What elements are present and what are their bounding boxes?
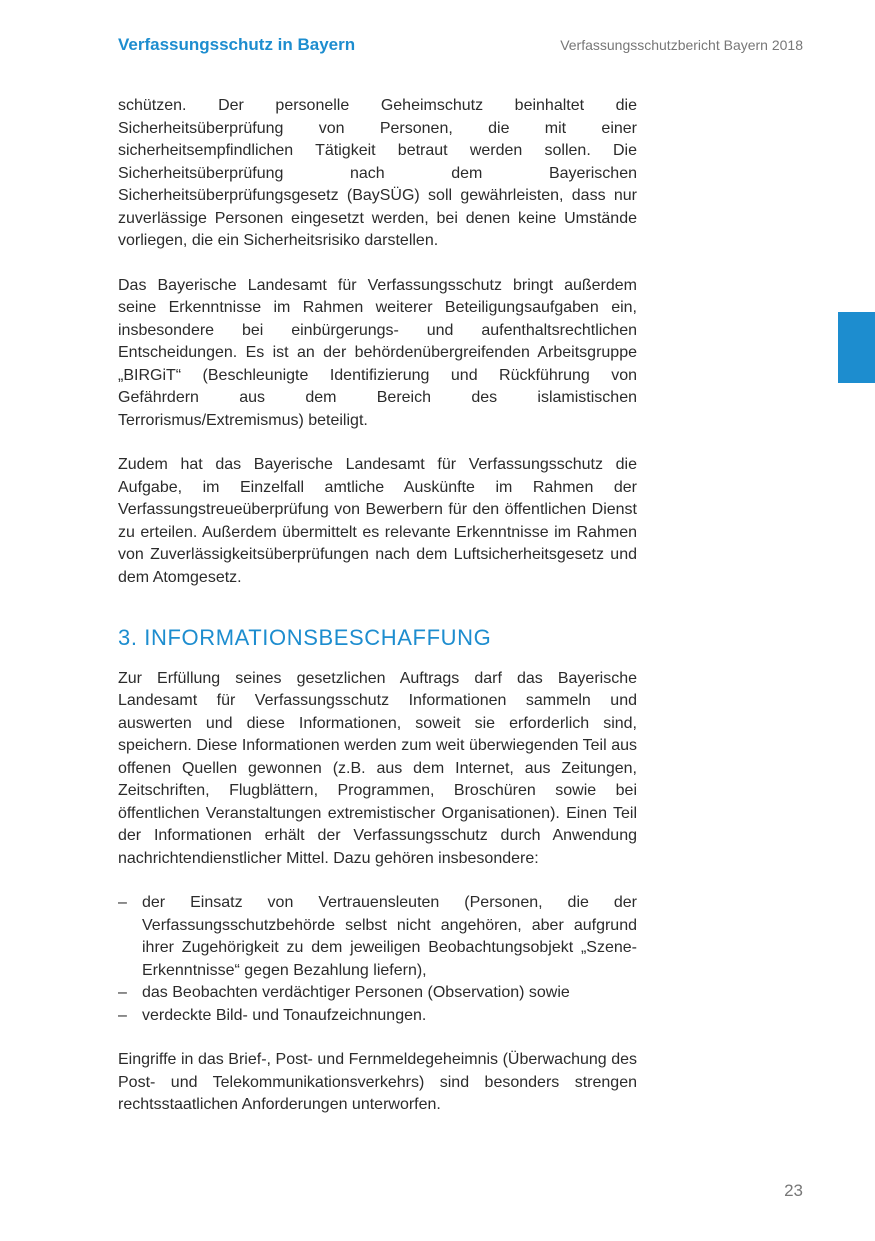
section-heading: 3. INFORMATIONSBESCHAFFUNG bbox=[118, 625, 492, 650]
bullet-dash: – bbox=[118, 984, 127, 1001]
running-header-report: Verfassungsschutzbericht Bayern 2018 bbox=[560, 37, 803, 53]
list-item bbox=[118, 892, 637, 982]
paragraph-beteiligungsaufgaben: Das Bayerische Landesamt für Verfassungsschutz bringt außerdem seine Erkenntnisse im Rahmen weiterer Beteiligungsaufgaben ein, insbesondere bei einbürgerungs- und aufenthaltsrechtlichen Entscheidungen. Es ist an der behördenübergreifenden Arbeitsgruppe „BIRGiT“ (Beschleunigte Identifizierung und Rückführung von Gefährdern aus dem Bereich des islamistischen Terrorismus/Extremismus) beteiligt. bbox=[118, 276, 637, 429]
list-item bbox=[118, 982, 637, 1005]
bullet-list bbox=[118, 892, 637, 1027]
running-header-section: Verfassungsschutz in Bayern bbox=[118, 35, 356, 54]
paragraph-informationsbeschaffung: Zur Erfüllung seines gesetzlichen Auftrags darf das Bayerische Landesamt für Verfassungsschutz Informationen sammeln und auswerten und diese Informationen, soweit sie erforderlich sind, speichern. Diese Informationen werden zum weit überwiegenden Teil aus offenen Quellen gewonnen (z.B. aus dem Internet, aus Zeitungen, Zeitschriften, Flugblättern, Programmen, Broschüren sowie bei öffentlichen Veranstaltungen extremistischer Organisationen). Einen Teil der Informationen erhält der Verfassungsschutz durch Anwendung nachrichtendienstlicher Mittel. Dazu gehören insbesondere: bbox=[118, 669, 637, 867]
page-number: 23 bbox=[784, 1181, 803, 1200]
chapter-tab-marker bbox=[838, 312, 875, 383]
list-item-text: verdeckte Bild- und Tonaufzeichnungen. bbox=[142, 1006, 427, 1024]
bullet-dash: – bbox=[118, 894, 127, 911]
paragraph-fernmeldegeheimnis: Eingriffe in das Brief-, Post- und Fernmeldegeheimnis (Überwachung des Post- und Telekommunikationsverkehrs) sind besonders strengen rechtsstaatlichen Anforderungen unterworfen. bbox=[118, 1051, 637, 1113]
list-item bbox=[118, 1005, 637, 1028]
list-item-text: das Beobachten verdächtiger Personen (Observation) sowie bbox=[142, 984, 570, 1001]
list-item-text: der Einsatz von Vertrauensleuten (Personen, die der Verfassungsschutzbehörde selbst nicht angehören, aber aufgrund ihrer Zugehörigkeit zu dem jeweiligen Beobachtungsobjekt „Szene-Erkenntnisse“ gegen Bezahlung liefern), bbox=[142, 894, 637, 979]
page-body bbox=[118, 95, 637, 1139]
paragraph-geheimschutz: schützen. Der personelle Geheimschutz beinhaltet die Sicherheitsüberprüfung von Personen, die mit einer sicherheitsempfindlichen Tätigkeit betraut werden sollen. Die Sicherheitsüberprüfung nach dem Bayerischen Sicherheitsüberprüfungsgesetz (BaySÜG) soll gewährleisten, dass nur zuverlässige Personen eingesetzt werden, bei denen keine Umstände vorliegen, die ein Sicherheitsrisiko darstellen. bbox=[118, 97, 637, 249]
bullet-dash: – bbox=[118, 1006, 127, 1024]
paragraph-auskuenfte: Zudem hat das Bayerische Landesamt für Verfassungsschutz die Aufgabe, im Einzelfall amtliche Auskünfte im Rahmen der Verfassungstreueüberprüfung von Bewerbern für den öffentlichen Dienst zu erteilen. Außerdem übermittelt es relevante Erkenntnisse im Rahmen von Zuverlässigkeitsüberprüfungen nach dem Luftsicherheitsgesetz und dem Atomgesetz. bbox=[118, 456, 637, 586]
